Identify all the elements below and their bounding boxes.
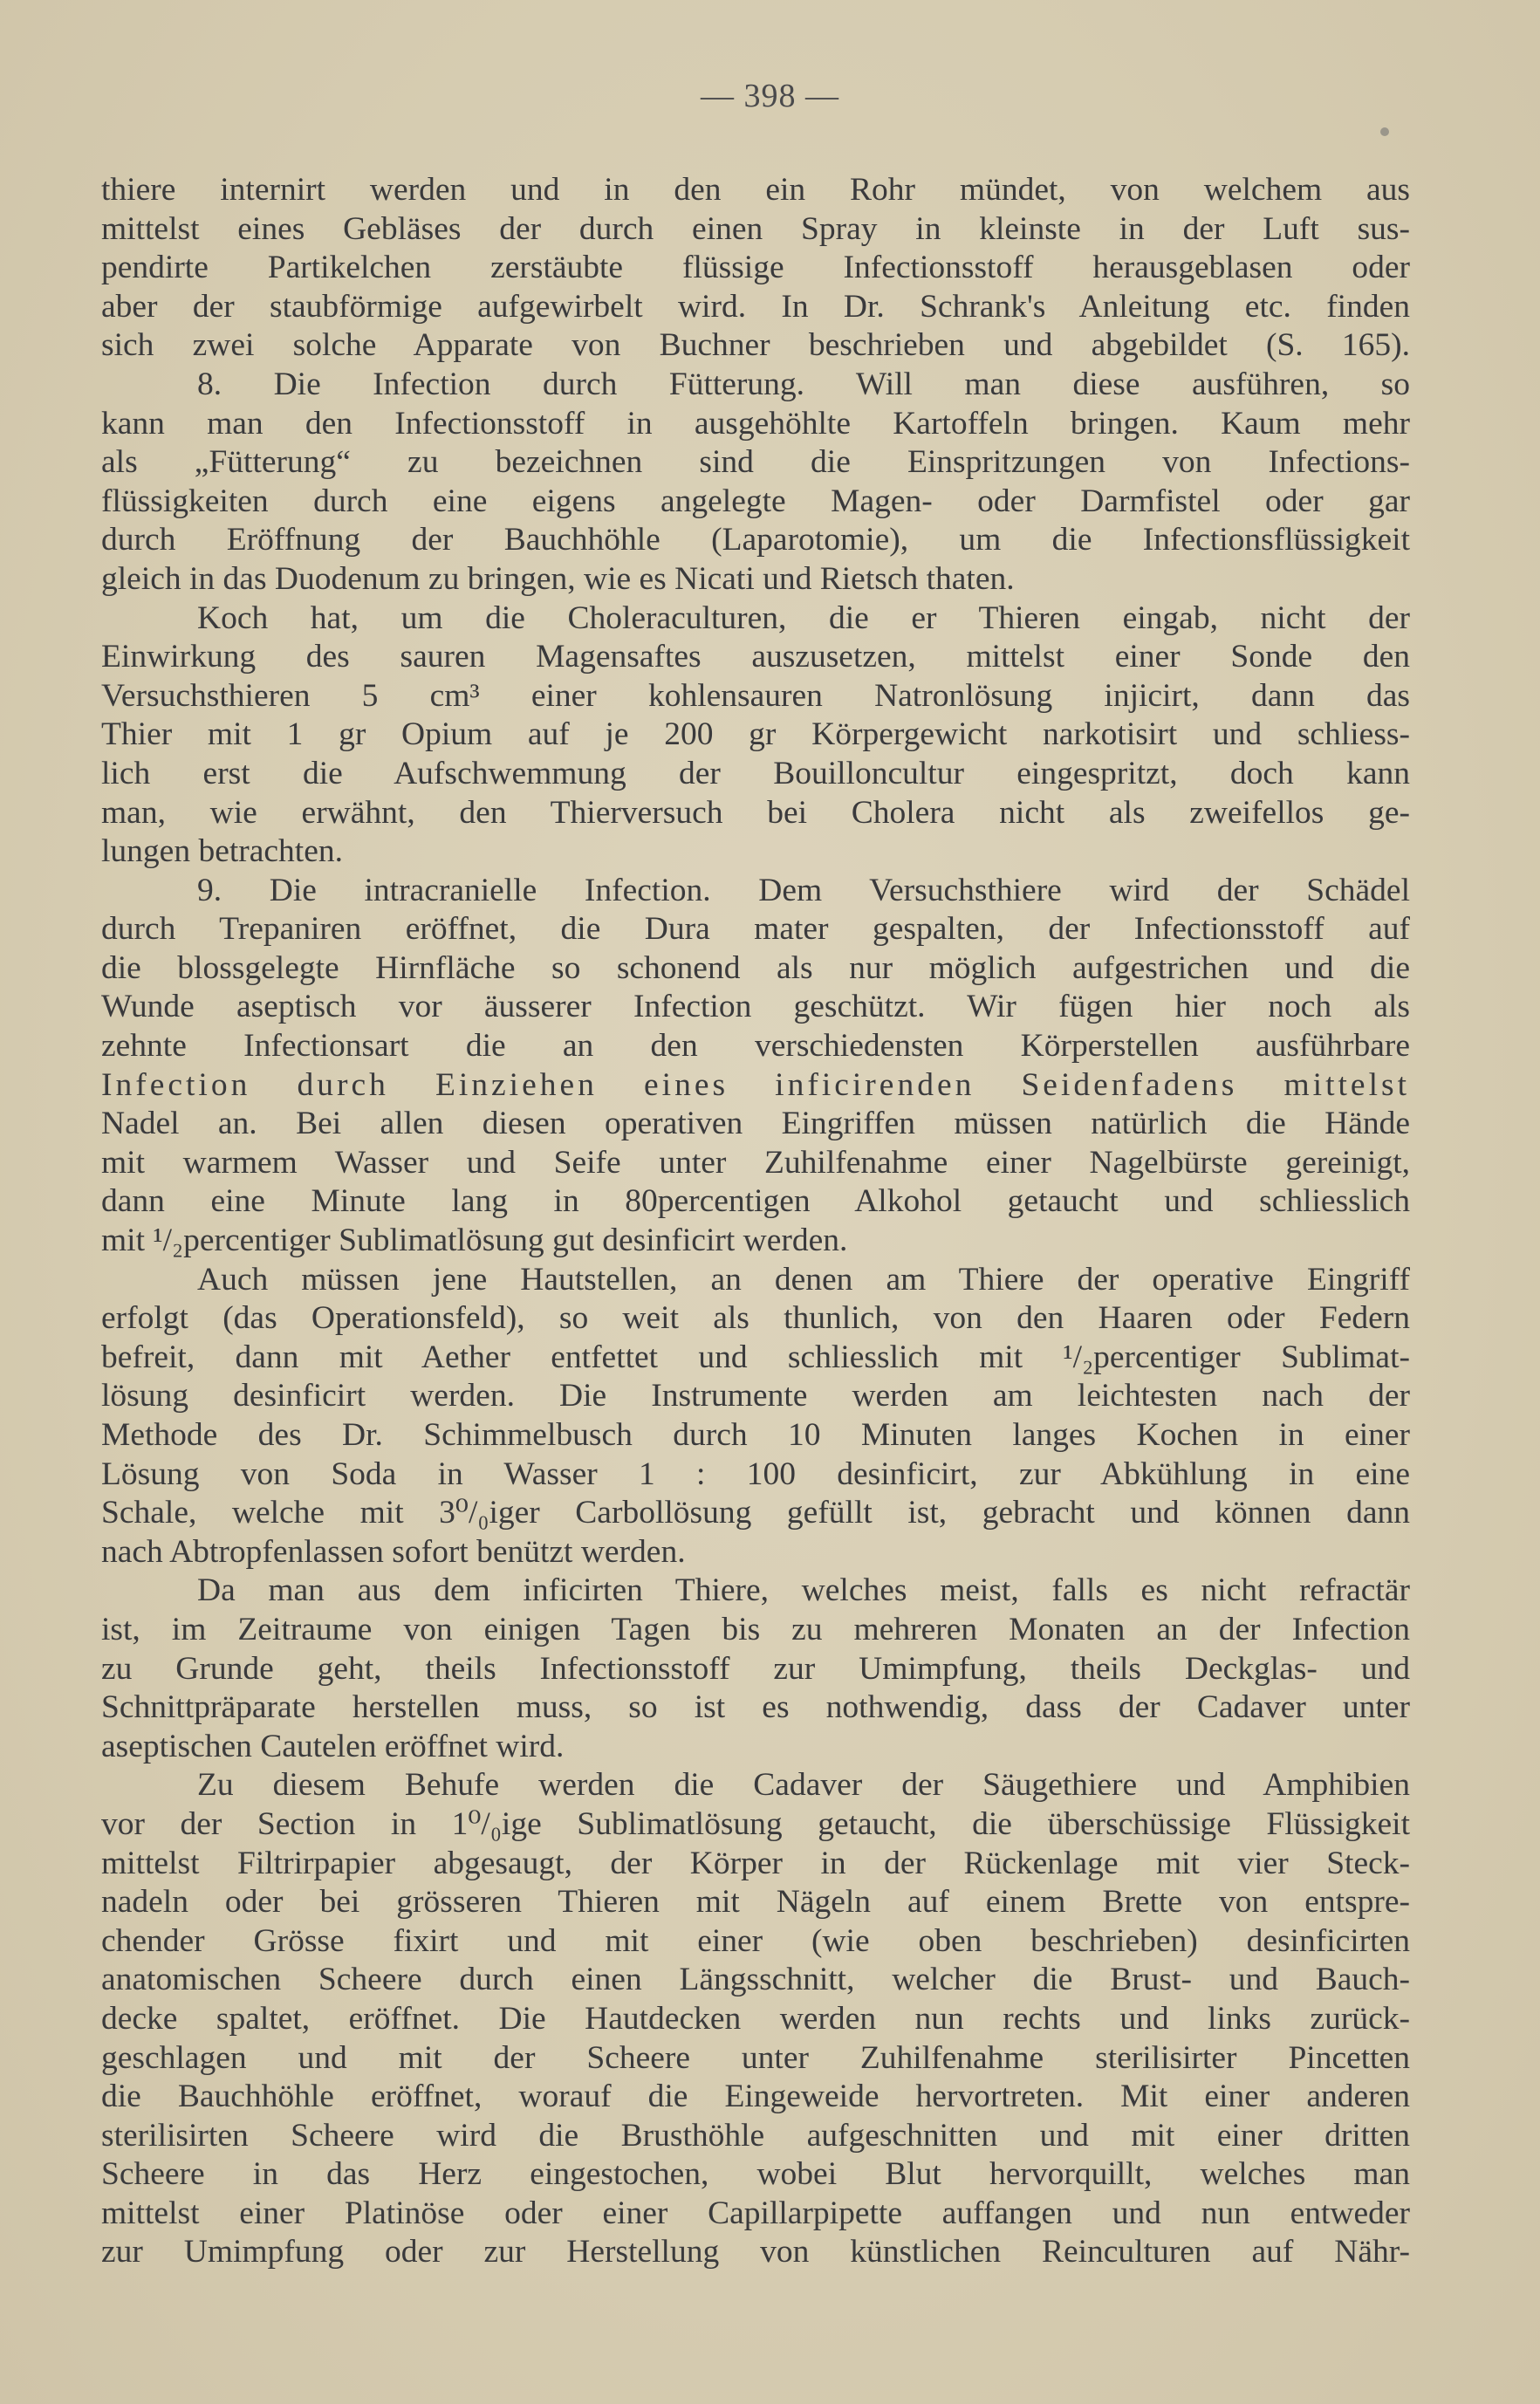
text-line: lösung desinficirt werden. Die Instrumente werden am leichtesten nach der [101, 1378, 1410, 1414]
ink-speck [1380, 127, 1389, 136]
text-line: ist, im Zeitraume von einigen Tagen bis zu mehreren Monaten an der Infection [101, 1611, 1410, 1647]
text-line: durch Eröffnung der Bauchhöhle (Laparotomie), um die Infectionsflüssigkeit [101, 522, 1410, 558]
text-line: Thier mit 1 gr Opium auf je 200 gr Körpergewicht narkotisirt und schliess- [101, 716, 1410, 753]
text-line: Schnittpräparate herstellen muss, so ist es nothwendig, dass der Cadaver unter [101, 1689, 1410, 1726]
text-line: thiere internirt werden und in den ein Rohr mündet, von welchem aus [101, 172, 1410, 208]
text-line: Einwirkung des sauren Magensaftes auszusetzen, mittelst einer Sonde den [101, 639, 1410, 675]
page-number: — 398 — [701, 78, 839, 114]
text-line: als „Fütterung“ zu bezeichnen sind die Einspritzungen von Infections- [101, 444, 1410, 481]
text-line: kann man den Infectionsstoff in ausgehöhlte Kartoffeln bringen. Kaum mehr [101, 405, 1410, 442]
text-line: vor der Section in 1⁰/₀ige Sublimatlösung getaucht, die überschüssige Flüssigkeit [101, 1805, 1410, 1842]
text-line: Wunde aseptisch vor äusserer Infection geschützt. Wir fügen hier noch als [101, 989, 1410, 1025]
text-line: sich zwei solche Apparate von Buchner beschrieben und abgebildet (S. 165). [101, 327, 1410, 364]
section-heading-line: 9. Die intracranielle Infection. Dem Versuchsthiere wird der Schädel [197, 872, 1410, 908]
text-line: zu Grunde geht, theils Infectionsstoff zur Umimpfung, theils Deckglas- und [101, 1650, 1410, 1687]
text-line: mit ¹/₂percentiger Sublimatlösung gut desinficirt werden. [101, 1223, 848, 1259]
text-line: decke spaltet, eröffnet. Die Hautdecken werden nun rechts und links zurück- [101, 2000, 1410, 2037]
text-line: mittelst eines Gebläses der durch einen Spray in kleinste in der Luft sus- [101, 210, 1410, 247]
paragraph-start-line: Zu diesem Behufe werden die Cadaver der Säugethiere und Amphibien [197, 1767, 1410, 1804]
text-line: die blossgelegte Hirnfläche so schonend als nur möglich aufgestrichen und die [101, 949, 1410, 986]
text-line: durch Trepaniren eröffnet, die Dura mater gespalten, der Infectionsstoff auf [101, 911, 1410, 948]
text-line: anatomischen Scheere durch einen Längsschnitt, welcher die Brust- und Bauch- [101, 1962, 1410, 1998]
text-line: Lösung von Soda in Wasser 1 : 100 desinficirt, zur Abkühlung in eine [101, 1455, 1410, 1492]
text-line: aseptischen Cautelen eröffnet wird. [101, 1728, 565, 1764]
section-heading-line: 8. Die Infection durch Fütterung. Will man diese ausführen, so [197, 366, 1410, 402]
text-line: pendirte Partikelchen zerstäubte flüssige Infectionsstoff herausgeblasen oder [101, 250, 1410, 286]
text-line: Nadel an. Bei allen diesen operativen Eingriffen müssen natürlich die Hände [101, 1106, 1410, 1142]
paragraph-start-line: Da man aus dem inficirten Thiere, welches meist, falls es nicht refractär [197, 1572, 1410, 1609]
text-line: Schale, welche mit 3⁰/₀iger Carbollösung gefüllt ist, gebracht und können dann [101, 1495, 1410, 1531]
text-line: flüssigkeiten durch eine eigens angelegte Magen- oder Darmfistel oder gar [101, 483, 1410, 519]
paragraph-start-line: Koch hat, um die Choleraculturen, die er Thieren eingab, nicht der [197, 599, 1410, 636]
text-line: aber der staubförmige aufgewirbelt wird. In Dr. Schrank's Anleitung etc. finden [101, 288, 1410, 325]
text-line: lungen betrachten. [101, 833, 343, 870]
text-line: zur Umimpfung oder zur Herstellung von künstlichen Reinculturen auf Nähr- [101, 2234, 1410, 2270]
text-line: nach Abtropfenlassen sofort benützt werden. [101, 1533, 686, 1570]
text-line: mittelst einer Platinöse oder einer Capillarpipette auffangen und nun entweder [101, 2195, 1410, 2231]
text-line: zehnte Infectionsart die an den verschiedensten Körperstellen ausführbare [101, 1028, 1410, 1065]
text-line: Versuchsthieren 5 cm³ einer kohlensauren Natronlösung injicirt, dann das [101, 677, 1410, 714]
text-line: erfolgt (das Operationsfeld), so weit als thunlich, von den Haaren oder Federn [101, 1300, 1410, 1337]
text-line: Scheere in das Herz eingestochen, wobei Blut hervorquillt, welches man [101, 2156, 1410, 2193]
body-text [101, 171, 1410, 2272]
text-line: mittelst Filtrirpapier abgesaugt, der Körper in der Rückenlage mit vier Steck- [101, 1845, 1410, 1881]
text-line: gleich in das Duodenum zu bringen, wie es Nicati und Rietsch thaten. [101, 560, 1015, 597]
text-line: dann eine Minute lang in 80percentigen Alkohol getaucht und schliesslich [101, 1183, 1410, 1220]
paragraph-start-line: Auch müssen jene Hautstellen, an denen am Thiere der operative Eingriff [197, 1261, 1410, 1298]
text-line: befreit, dann mit Aether entfettet und schliesslich mit ¹/₂percentiger Sublimat- [101, 1339, 1410, 1375]
text-line: mit warmem Wasser und Seife unter Zuhilfenahme einer Nagelbürste gereinigt, [101, 1144, 1410, 1181]
text-line: Methode des Dr. Schimmelbusch durch 10 Minuten langes Kochen in einer [101, 1417, 1410, 1453]
text-line: lich erst die Aufschwemmung der Bouilloncultur eingespritzt, doch kann [101, 755, 1410, 791]
text-line: die Bauchhöhle eröffnet, worauf die Eingeweide hervortreten. Mit einer anderen [101, 2079, 1410, 2115]
text-line: sterilisirten Scheere wird die Brusthöhle aufgeschnitten und mit einer dritten [101, 2117, 1410, 2154]
text-line: chender Grösse fixirt und mit einer (wie oben beschrieben) desinficirten [101, 1922, 1410, 1959]
text-line: Infection durch Einziehen eines inficirenden Seidenfadens mittelst [101, 1066, 1410, 1103]
text-line: nadeln oder bei grösseren Thieren mit Nägeln auf einem Brette von entspre- [101, 1884, 1410, 1921]
text-line: geschlagen und mit der Scheere unter Zuhilfenahme sterilisirter Pincetten [101, 2039, 1410, 2076]
text-line: man, wie erwähnt, den Thierversuch bei Cholera nicht als zweifellos ge- [101, 794, 1410, 831]
